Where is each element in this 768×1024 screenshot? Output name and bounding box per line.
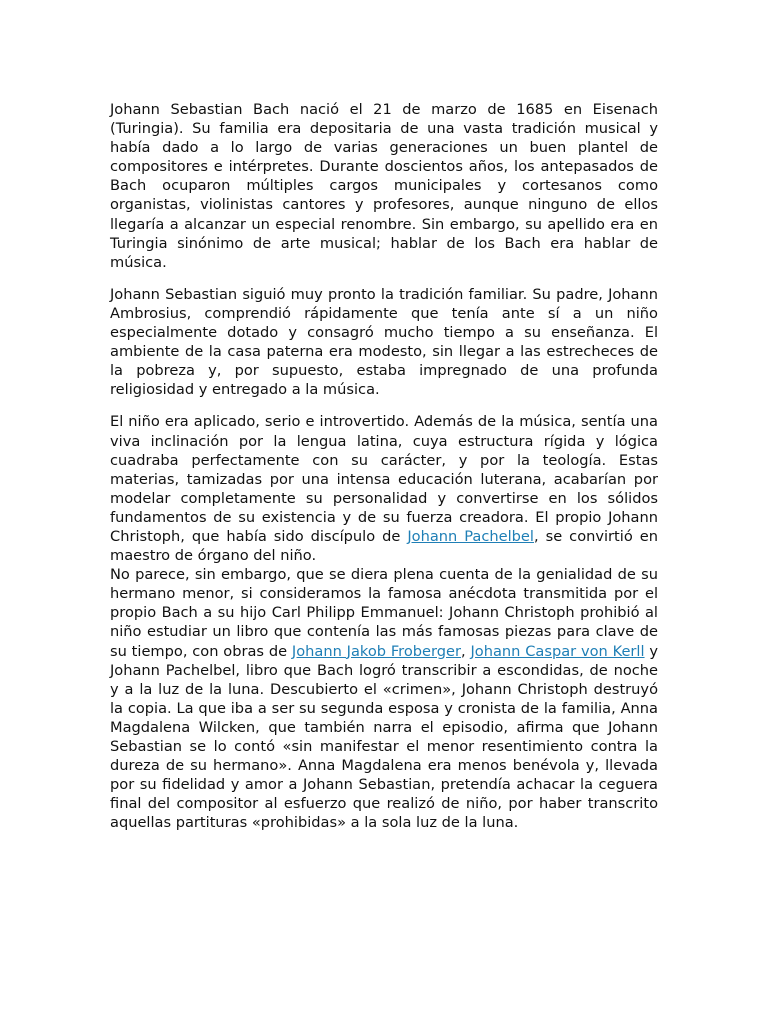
paragraph-anecdote (110, 565, 658, 832)
paragraph-text: El niño era aplicado, serio e introvertido. Además de la música, sentía una viva inclinación por la lengua latina, cuya estructura rígida y lógica cuadraba perfectamente con su carácter, y por la teología. Estas materias, tamizadas por una intensa educación luterana, acabarían por modelar completamente su personalidad y convertirse en los sólidos fundamentos de su existencia y de su fuerza creadora. El propio Johann Christoph, que había sido discípulo de (110, 413, 658, 545)
link-johann-pachelbel[interactable]: Johann Pachelbel (407, 527, 534, 545)
paragraph-birth: Johann Sebastian Bach nació el 21 de marzo de 1685 en Eisenach (Turingia). Su familia era depositaria de una vasta tradición musical y había dado a lo largo de varias generaciones un buen plantel de compositores e intérpretes. Durante doscientos años, los antepasados de Bach ocuparon múltiples cargos municipales y cortesanos como organistas, violinistas cantores y profesores, aunque ninguno de ellos llegaría a alcanzar un especial renombre. Sin embargo, su apellido era en Turingia sinónimo de arte musical; hablar de los Bach era hablar de música. (110, 101, 658, 271)
paragraph-text: y Johann Pachelbel, libro que Bach logró transcribir a escondidas, de noche y a la luz de la luna. Descubierto el «crimen», Johann Christoph destruyó la copia. La que iba a ser su segunda esposa y cronista de la familia, Anna Magdalena Wilcken, que también narra el episodio, afirma que Johann Sebastian se lo contó «sin manifestar el menor resentimiento contra la dureza de su hermano». Anna Magdalena era menos benévola y, llevada por su fidelidad y amor a Johann Sebastian, pretendía achacar la ceguera final del compositor al esfuerzo que realizó de niño, por haber transcrito aquellas partituras «prohibidas» a la sola luz de la luna. (110, 642, 658, 832)
document-body (110, 100, 658, 832)
link-johann-caspar-von-kerll[interactable]: Johann Caspar von Kerll (470, 642, 645, 660)
separator-text: , (461, 642, 471, 660)
paragraph-text: No parece, sin embargo, que se diera plena cuenta de la genialidad de su hermano menor, si consideramos la famosa anécdota transmitida por el propio Bach a su hijo Carl Philipp Emmanuel: Johann Christoph prohibió al niño estudiar un libro que contenía las más famosas piezas para clave de su tiempo, con obras de (110, 566, 658, 660)
paragraph-family-tradition: Johann Sebastian siguió muy pronto la tradición familiar. Su padre, Johann Ambrosius, comprendió rápidamente que tenía ante sí a un niño especialmente dotado y consagró mucho tiempo a su enseñanza. El ambiente de la casa paterna era modesto, sin llegar a las estrecheces de la pobreza y, por supuesto, estaba impregnado de una profunda religiosidad y entregado a la música. (110, 285, 658, 399)
paragraph-text: , se convirtió en maestro de órgano del niño. (110, 527, 658, 565)
link-johann-jakob-froberger[interactable]: Johann Jakob Froberger (291, 642, 462, 660)
paragraph-childhood (110, 412, 658, 565)
